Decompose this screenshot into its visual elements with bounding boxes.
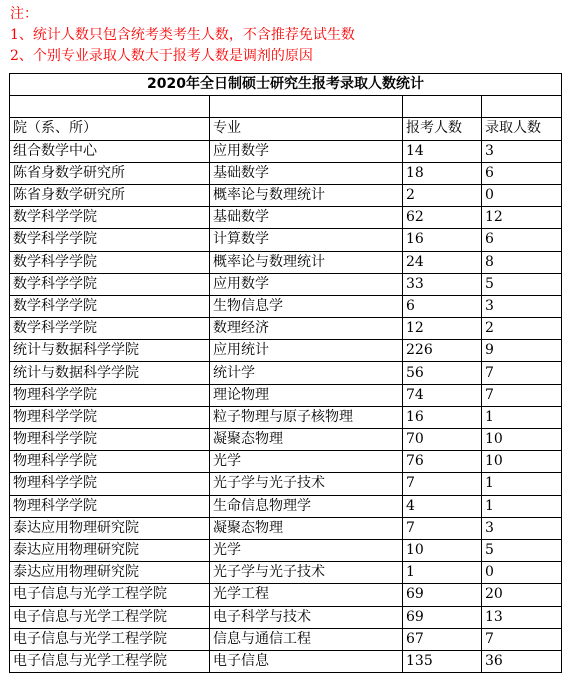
- department-cell: 电子信息与光学工程学院: [10, 650, 210, 672]
- major-cell: 应用统计: [210, 340, 403, 362]
- applicants-cell: 67: [403, 628, 482, 650]
- major-cell: 光学工程: [210, 584, 403, 606]
- applicants-cell: 16: [403, 406, 482, 428]
- table-row: [10, 162, 562, 184]
- department-cell: 数学科学学院: [10, 273, 210, 295]
- department-cell: 陈省身数学研究所: [10, 184, 210, 206]
- admitted-cell: 3: [482, 140, 562, 162]
- major-cell: 光子学与光子技术: [210, 562, 403, 584]
- applicants-cell: 24: [403, 251, 482, 273]
- admitted-cell: 1: [482, 495, 562, 517]
- applicants-cell: 6: [403, 295, 482, 317]
- applicants-cell: 7: [403, 473, 482, 495]
- table-title: 2020年全日制硕士研究生报考录取人数统计: [10, 74, 562, 96]
- department-cell: 数学科学学院: [10, 229, 210, 251]
- department-cell: 数学科学学院: [10, 318, 210, 340]
- admitted-cell: 3: [482, 295, 562, 317]
- department-cell: 物理科学学院: [10, 384, 210, 406]
- major-cell: 凝聚态物理: [210, 517, 403, 539]
- applicants-cell: 70: [403, 429, 482, 451]
- applicants-cell: 16: [403, 229, 482, 251]
- applicants-cell: 2: [403, 184, 482, 206]
- applicants-cell: 74: [403, 384, 482, 406]
- department-cell: 陈省身数学研究所: [10, 162, 210, 184]
- table-row: [10, 650, 562, 672]
- admitted-cell: 6: [482, 229, 562, 251]
- department-cell: 数学科学学院: [10, 251, 210, 273]
- table-row: [10, 140, 562, 162]
- applicants-cell: 69: [403, 606, 482, 628]
- department-cell: 物理科学学院: [10, 451, 210, 473]
- applicants-cell: 12: [403, 318, 482, 340]
- table-row: [10, 251, 562, 273]
- table-row: [10, 184, 562, 206]
- notes-heading: 注：: [10, 6, 38, 22]
- table-row: [10, 295, 562, 317]
- table-row: [10, 473, 562, 495]
- major-cell: 基础数学: [210, 207, 403, 229]
- table-row: [10, 207, 562, 229]
- table-row: [10, 384, 562, 406]
- table-row: [10, 628, 562, 650]
- table-body: [10, 140, 562, 673]
- table-row: [10, 495, 562, 517]
- department-cell: 泰达应用物理研究院: [10, 562, 210, 584]
- major-cell: 信息与通信工程: [210, 628, 403, 650]
- admitted-cell: 0: [482, 562, 562, 584]
- department-cell: 物理科学学院: [10, 473, 210, 495]
- admitted-cell: 1: [482, 473, 562, 495]
- admitted-cell: 7: [482, 384, 562, 406]
- header-applicants: 报考人数: [403, 118, 482, 140]
- major-cell: 概率论与数理统计: [210, 184, 403, 206]
- applicants-cell: 18: [403, 162, 482, 184]
- applicants-cell: 33: [403, 273, 482, 295]
- department-cell: 统计与数据科学学院: [10, 362, 210, 384]
- admitted-cell: 20: [482, 584, 562, 606]
- department-cell: 物理科学学院: [10, 429, 210, 451]
- department-cell: 电子信息与光学工程学院: [10, 584, 210, 606]
- admission-stats-table: [9, 73, 562, 673]
- department-cell: 数学科学学院: [10, 295, 210, 317]
- table-row: [10, 429, 562, 451]
- admitted-cell: 3: [482, 517, 562, 539]
- major-cell: 电子科学与技术: [210, 606, 403, 628]
- blank-cell: [10, 96, 210, 118]
- admitted-cell: 5: [482, 539, 562, 561]
- table-row: [10, 517, 562, 539]
- major-cell: 光子学与光子技术: [210, 473, 403, 495]
- major-cell: 计算数学: [210, 229, 403, 251]
- applicants-cell: 14: [403, 140, 482, 162]
- table-row: [10, 451, 562, 473]
- header-department: 院（系、所）: [10, 118, 210, 140]
- table-row: [10, 606, 562, 628]
- note-line-2: 2、个别专业录取人数大于报考人数是调剂的原因: [10, 48, 313, 64]
- admitted-cell: 6: [482, 162, 562, 184]
- major-cell: 电子信息: [210, 650, 403, 672]
- department-cell: 电子信息与光学工程学院: [10, 628, 210, 650]
- table-row: [10, 584, 562, 606]
- column-header-row: [10, 118, 562, 140]
- major-cell: 粒子物理与原子核物理: [210, 406, 403, 428]
- table-row: [10, 229, 562, 251]
- applicants-cell: 56: [403, 362, 482, 384]
- applicants-cell: 69: [403, 584, 482, 606]
- admitted-cell: 9: [482, 340, 562, 362]
- admitted-cell: 13: [482, 606, 562, 628]
- major-cell: 基础数学: [210, 162, 403, 184]
- table-row: [10, 273, 562, 295]
- major-cell: 概率论与数理统计: [210, 251, 403, 273]
- department-cell: 物理科学学院: [10, 495, 210, 517]
- admitted-cell: 36: [482, 650, 562, 672]
- major-cell: 生命信息物理学: [210, 495, 403, 517]
- department-cell: 统计与数据科学学院: [10, 340, 210, 362]
- applicants-cell: 226: [403, 340, 482, 362]
- applicants-cell: 1: [403, 562, 482, 584]
- applicants-cell: 62: [403, 207, 482, 229]
- admitted-cell: 2: [482, 318, 562, 340]
- table-title-row: [10, 74, 562, 96]
- major-cell: 应用数学: [210, 273, 403, 295]
- applicants-cell: 4: [403, 495, 482, 517]
- notes-block: [10, 4, 355, 67]
- department-cell: 组合数学中心: [10, 140, 210, 162]
- admitted-cell: 5: [482, 273, 562, 295]
- department-cell: 电子信息与光学工程学院: [10, 606, 210, 628]
- major-cell: 理论物理: [210, 384, 403, 406]
- applicants-cell: 7: [403, 517, 482, 539]
- admitted-cell: 1: [482, 406, 562, 428]
- major-cell: 光学: [210, 539, 403, 561]
- header-admitted: 录取人数: [482, 118, 562, 140]
- table-row: [10, 318, 562, 340]
- major-cell: 生物信息学: [210, 295, 403, 317]
- major-cell: 凝聚态物理: [210, 429, 403, 451]
- blank-cell: [482, 96, 562, 118]
- applicants-cell: 76: [403, 451, 482, 473]
- admitted-cell: 7: [482, 362, 562, 384]
- note-line-1: 1、统计人数只包含统考类考生人数，不含推荐免试生数: [10, 27, 355, 43]
- admitted-cell: 7: [482, 628, 562, 650]
- table-row: [10, 406, 562, 428]
- table-row: [10, 539, 562, 561]
- admitted-cell: 10: [482, 451, 562, 473]
- blank-row: [10, 96, 562, 118]
- major-cell: 光学: [210, 451, 403, 473]
- department-cell: 泰达应用物理研究院: [10, 517, 210, 539]
- table-row: [10, 562, 562, 584]
- major-cell: 应用数学: [210, 140, 403, 162]
- department-cell: 数学科学学院: [10, 207, 210, 229]
- blank-cell: [403, 96, 482, 118]
- blank-cell: [210, 96, 403, 118]
- table-row: [10, 340, 562, 362]
- major-cell: 数理经济: [210, 318, 403, 340]
- admitted-cell: 0: [482, 184, 562, 206]
- admitted-cell: 8: [482, 251, 562, 273]
- department-cell: 物理科学学院: [10, 406, 210, 428]
- header-major: 专业: [210, 118, 403, 140]
- admitted-cell: 10: [482, 429, 562, 451]
- major-cell: 统计学: [210, 362, 403, 384]
- applicants-cell: 10: [403, 539, 482, 561]
- table-row: [10, 362, 562, 384]
- admitted-cell: 12: [482, 207, 562, 229]
- applicants-cell: 135: [403, 650, 482, 672]
- department-cell: 泰达应用物理研究院: [10, 539, 210, 561]
